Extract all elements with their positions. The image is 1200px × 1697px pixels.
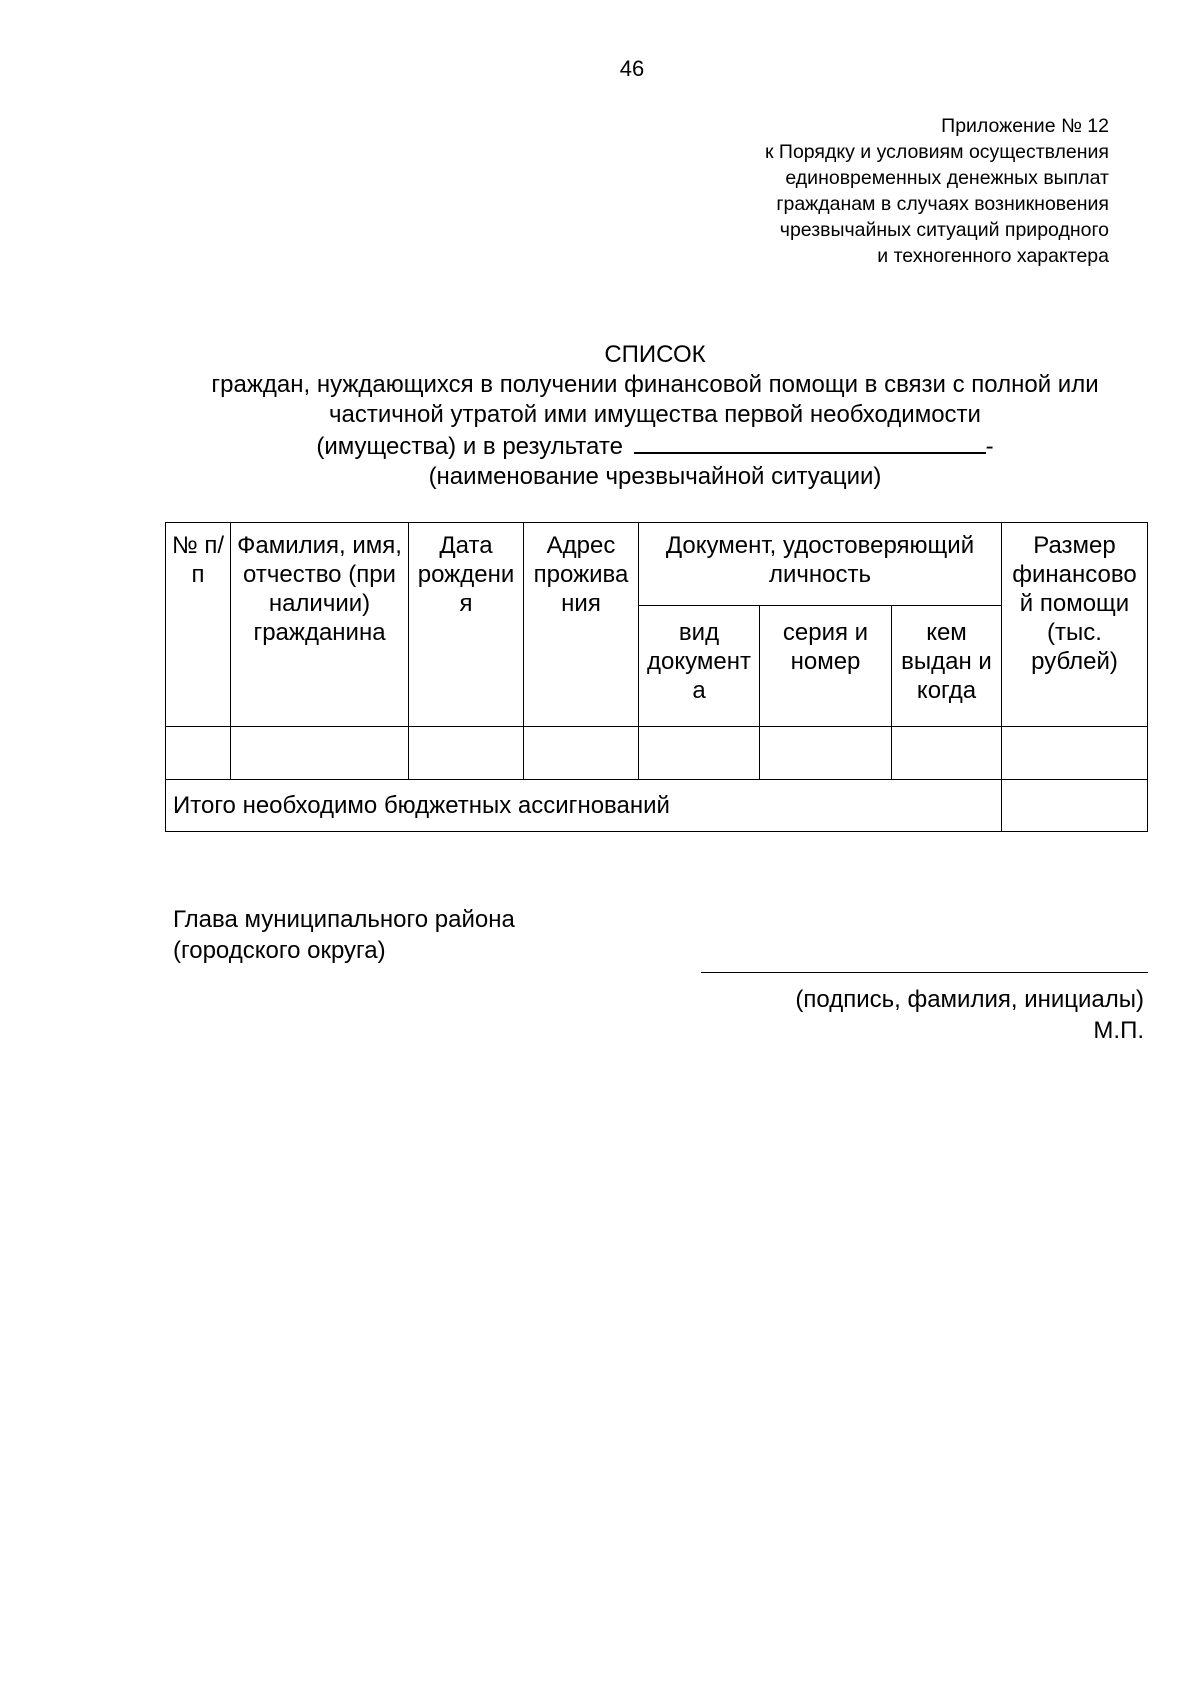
- cell-doc-series: [760, 727, 892, 780]
- cell-num: [166, 727, 231, 780]
- document-title: [165, 340, 1145, 492]
- cell-address: [524, 727, 639, 780]
- title-line-prefix: (имущества) и в результате: [316, 433, 623, 460]
- header-address: Адрес проживания: [524, 523, 639, 727]
- appendix-line: и техногенного характера: [877, 245, 1109, 267]
- emergency-name-blank: [634, 430, 986, 454]
- total-label: Итого необходимо бюджетных ассигнований: [166, 780, 1002, 832]
- title-line-suffix: -: [985, 433, 994, 460]
- header-doc-type: вид документа: [639, 606, 760, 727]
- title-heading: СПИСОК: [604, 341, 706, 368]
- citizens-table: [165, 522, 1148, 832]
- signature-caption: [795, 984, 1144, 1046]
- page-number: 46: [619, 56, 645, 81]
- header-amount: Размер финансовой помощи (тыс. рублей): [1002, 523, 1148, 727]
- table-header-row: [166, 523, 1148, 606]
- table-row: [166, 727, 1148, 780]
- signature-line: [701, 972, 1148, 973]
- header-num: № п/п: [166, 523, 231, 727]
- appendix-line: единовременных денежных выплат: [785, 167, 1109, 189]
- cell-doc-issued: [892, 727, 1002, 780]
- header-doc-series: серия и номер: [760, 606, 892, 727]
- title-line: частичной утратой ими имущества первой необходимости: [329, 401, 981, 428]
- cell-doc-type: [639, 727, 760, 780]
- appendix-line: гражданам в случаях возникновения: [776, 193, 1109, 215]
- total-amount-cell: [1002, 780, 1148, 832]
- header-dob: Дата рождения: [409, 523, 524, 727]
- table-total-row: [166, 780, 1148, 832]
- title-line-caption: (наименование чрезвычайной ситуации): [428, 463, 882, 490]
- header-fio: Фамилия, имя, отчество (при наличии) гражданина: [231, 523, 409, 727]
- title-line-emergency: [165, 430, 1145, 462]
- signature-caption-text: (подпись, фамилия, инициалы): [795, 986, 1144, 1013]
- cell-amount: [1002, 727, 1148, 780]
- appendix-line: чрезвычайных ситуаций природного: [779, 219, 1109, 241]
- signatory-line: Глава муниципального района: [173, 906, 515, 933]
- header-document: Документ, удостоверяющий личность: [639, 523, 1002, 606]
- appendix-line: Приложение № 12: [941, 115, 1109, 137]
- cell-fio: [231, 727, 409, 780]
- header-doc-issued: кем выдан и когда: [892, 606, 1002, 727]
- title-line: граждан, нуждающихся в получении финансовой помощи в связи с полной или: [211, 371, 1099, 398]
- appendix-note: [765, 113, 1109, 269]
- cell-dob: [409, 727, 524, 780]
- signatory-line: (городского округа): [173, 937, 386, 964]
- appendix-line: к Порядку и условиям осуществления: [764, 141, 1109, 163]
- signatory-title: [173, 904, 515, 966]
- seal-label: М.П.: [1093, 1017, 1144, 1044]
